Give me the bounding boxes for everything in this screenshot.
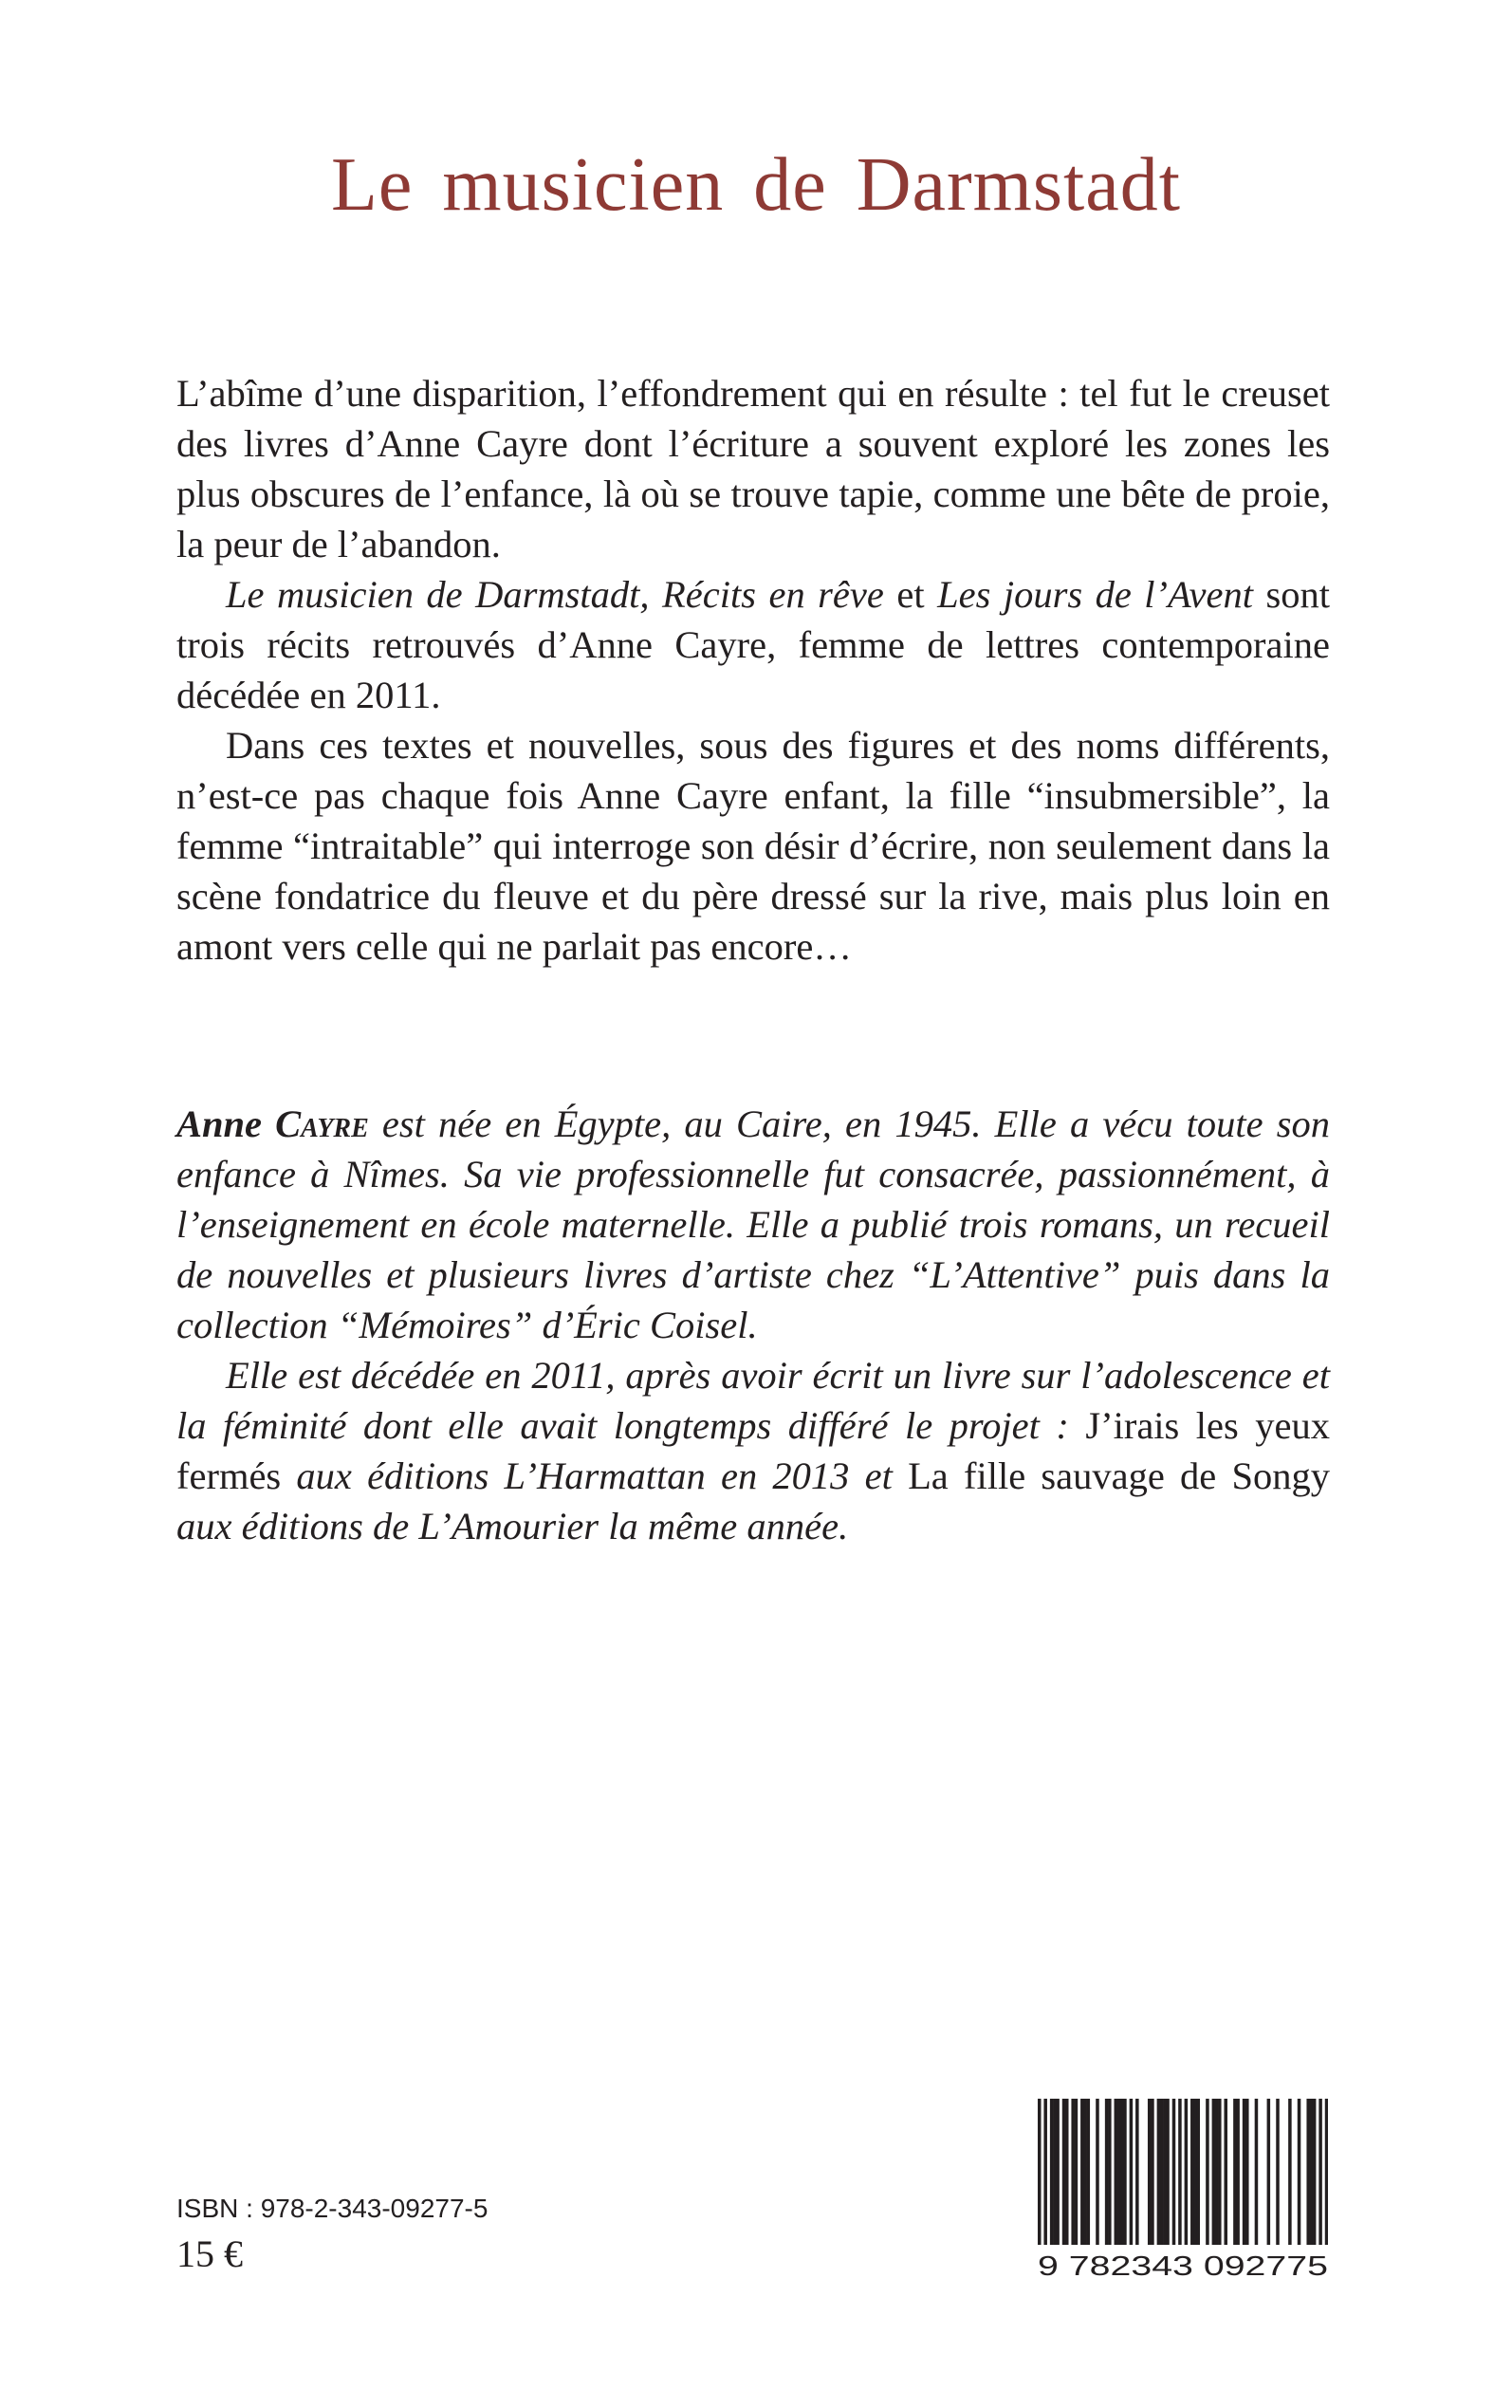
barcode-bar	[1288, 2099, 1292, 2245]
barcode-bar	[1056, 2099, 1060, 2245]
barcode-bar	[1276, 2099, 1280, 2245]
barcode-bar	[1245, 2099, 1249, 2245]
book-reference-2: La fille sauvage de Songy	[908, 1454, 1330, 1497]
barcode-bar	[1130, 2099, 1134, 2245]
title-reference-b: Les jours de l’Avent	[937, 573, 1253, 616]
price-label: 15 €	[176, 2232, 243, 2275]
barcode-bar	[1071, 2099, 1075, 2245]
barcode-bar	[1053, 2099, 1057, 2245]
summary-paragraph-3: Dans ces textes et nouvelles, sous des figures et des noms différents, n’est-ce pas chaque fois Anne Cayre enfant, la fille “insubmersible”, la femme “intraitable” qui interroge son désir d’écrire, non seulement dans la scène fondatrice du fleuve et du père dressé sur la rive, mais plus loin en amont vers celle qui ne parlait pas encore…	[176, 724, 1330, 968]
summary-conjunction: et	[883, 573, 938, 616]
barcode-bar	[1310, 2099, 1314, 2245]
barcode-bar	[1243, 2099, 1246, 2245]
barcode-bar	[1096, 2099, 1099, 2245]
barcode	[1038, 2099, 1328, 2281]
bio-paragraph-2-b: aux éditions L’Harmattan en 2013 et	[281, 1454, 909, 1497]
barcode-bar	[1306, 2099, 1310, 2245]
barcode-bar	[1163, 2099, 1167, 2245]
bio-paragraph-1	[176, 1099, 1330, 1350]
barcode-bar	[1062, 2099, 1066, 2245]
barcode-bar	[1172, 2099, 1176, 2245]
barcode-bar	[1115, 2099, 1118, 2245]
barcode-bar	[1157, 2099, 1161, 2245]
barcode-bar	[1255, 2099, 1259, 2245]
barcode-bar	[1108, 2099, 1112, 2245]
book-title: Le musicien de Darmstadt	[331, 143, 1181, 227]
book-summary	[176, 368, 1330, 972]
title-reference-a: Le musicien de Darmstadt, Récits en rêve	[226, 573, 884, 616]
barcode-bar	[1298, 2099, 1301, 2245]
barcode-bar	[1218, 2099, 1222, 2245]
summary-paragraph-1: L’abîme d’une disparition, l’effondrement qui en résulte : tel fut le creuset des livres d’Anne Cayre dont l’écriture a souvent exploré les zones les plus obscures de l’enfance, là où se trouve tapie, comme une bête de proie, la peur de l’abandon.	[176, 372, 1330, 565]
author-bio	[176, 1099, 1330, 1551]
barcode-bar	[1120, 2099, 1124, 2245]
barcode-bar	[1038, 2099, 1042, 2245]
barcode-bar	[1166, 2099, 1170, 2245]
bio-paragraph-2-a: Elle est décédée en 2011, après avoir écrit un livre sur l’adolescence et la féminité dont elle avait longtemps différé le projet :	[176, 1354, 1330, 1447]
barcode-bar	[1224, 2099, 1227, 2245]
barcode-bar	[1313, 2099, 1317, 2245]
barcode-bar	[1105, 2099, 1109, 2245]
barcode-bar	[1075, 2099, 1079, 2245]
barcode-bar	[1236, 2099, 1240, 2245]
barcode-bar	[1233, 2099, 1237, 2245]
barcode-bars	[1038, 2099, 1328, 2245]
barcode-bar	[1185, 2099, 1189, 2245]
barcode-bar	[1135, 2099, 1139, 2245]
barcode-bar	[1117, 2099, 1121, 2245]
barcode-bar	[1325, 2099, 1328, 2245]
barcode-bar	[1318, 2099, 1322, 2245]
bio-paragraph-2-c: aux éditions de L’Amourier la même année.	[176, 1505, 849, 1547]
barcode-bar	[1065, 2099, 1069, 2245]
barcode-bar	[1160, 2099, 1164, 2245]
barcode-bar	[1087, 2099, 1091, 2245]
bio-paragraph-1-rest: est née en Égypte, au Caire, en 1945. Elle a vécu toute son enfance à Nîmes. Sa vie professionnelle fut consacrée, passionnément, à l’enseignement en école maternelle. Elle a publié trois romans, un recueil de nouvelles et plusieurs livres d’artiste chez “L’Attentive” puis dans la collection “Mémoires” d’Éric Coisel.	[176, 1102, 1330, 1346]
barcode-bar	[1196, 2099, 1200, 2245]
barcode-bar	[1050, 2099, 1054, 2245]
barcode-bar	[1212, 2099, 1216, 2245]
isbn-label: ISBN : 978-2-343-09277-5	[176, 2194, 489, 2223]
barcode-bar	[1190, 2099, 1194, 2245]
barcode-bar	[1148, 2099, 1152, 2245]
book-reference-1: J’irais les yeux fermés	[176, 1404, 1330, 1497]
barcode-digits: 9 782343 092775	[1038, 2251, 1328, 2281]
summary-paragraph-2-rest: sont trois récits retrouvés d’Anne Cayre, femme de lettres contemporaine décédée en 2011.	[176, 573, 1330, 716]
author-first-name: Anne	[176, 1102, 276, 1145]
barcode-bar	[1193, 2099, 1197, 2245]
barcode-bar	[1151, 2099, 1154, 2245]
summary-paragraph-2	[176, 569, 1330, 720]
bio-paragraph-2	[176, 1350, 1330, 1551]
barcode-bar	[1043, 2099, 1047, 2245]
barcode-bar	[1178, 2099, 1182, 2245]
barcode-bar	[1215, 2099, 1219, 2245]
barcode-bar	[1083, 2099, 1087, 2245]
barcode-bar	[1080, 2099, 1084, 2245]
author-last-name: Cayre	[275, 1102, 369, 1145]
barcode-bar	[1123, 2099, 1127, 2245]
barcode-bar	[1267, 2099, 1271, 2245]
barcode-bar	[1206, 2099, 1209, 2245]
